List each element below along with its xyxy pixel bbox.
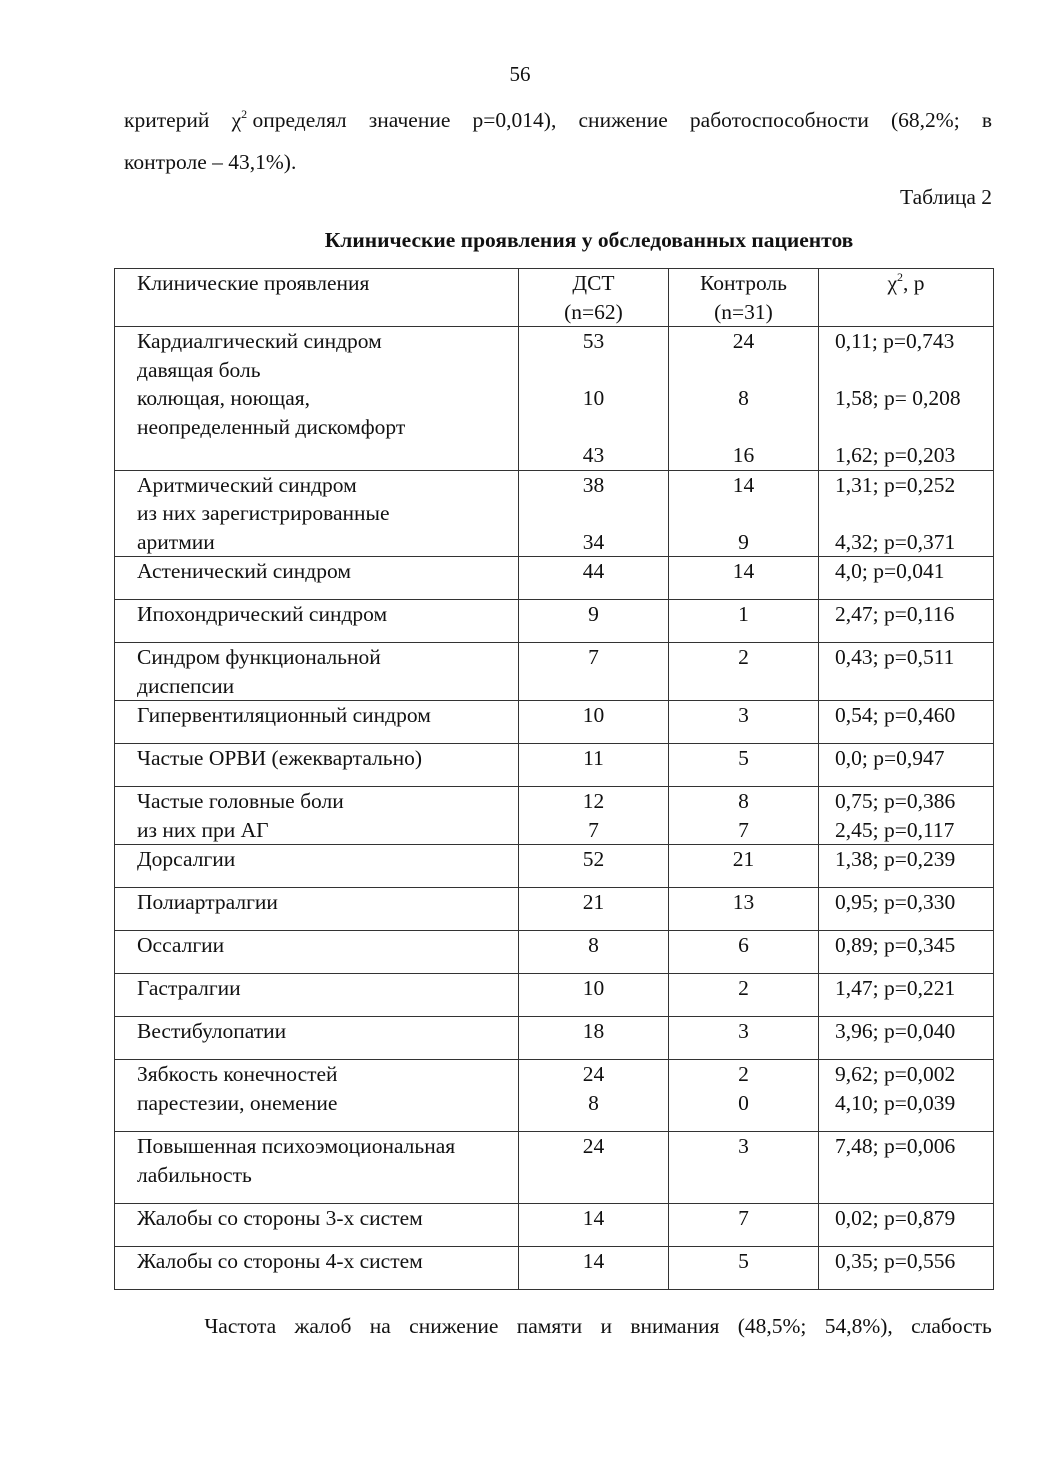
cell-line: 6 bbox=[738, 933, 749, 957]
manifestation-cell bbox=[115, 1132, 519, 1204]
table-row bbox=[115, 1060, 994, 1132]
cell-line: 7 bbox=[588, 645, 599, 669]
cell-line: из них зарегистрированные bbox=[137, 501, 390, 525]
cell-line: из них при АГ bbox=[137, 817, 269, 842]
manifestation-cell bbox=[115, 1017, 519, 1060]
cell-line: Гастралгии bbox=[137, 976, 241, 1000]
word: слабость bbox=[911, 1314, 992, 1338]
cell-line: 14 bbox=[582, 1249, 605, 1273]
cell-line: 10 bbox=[582, 703, 605, 727]
cell-line: аритмии bbox=[137, 529, 215, 554]
cell-line: лабильность bbox=[137, 1162, 252, 1187]
chi-square-cell bbox=[819, 1132, 994, 1204]
cell-line: 38 bbox=[582, 472, 605, 497]
cell-line: 2,45; p=0,117 bbox=[835, 817, 955, 842]
control-count-cell bbox=[669, 1204, 819, 1247]
table-row bbox=[115, 557, 994, 600]
manifestation-cell bbox=[115, 557, 519, 600]
cell-line: 44 bbox=[582, 559, 605, 583]
cell-line: 53 bbox=[582, 329, 605, 353]
cell-line: Кардиалгический синдром bbox=[137, 329, 382, 353]
word: снижение bbox=[578, 108, 668, 132]
manifestation-cell bbox=[115, 974, 519, 1017]
cell-line: 24 bbox=[582, 1062, 605, 1086]
cell-line bbox=[835, 356, 993, 385]
word: (48,5%; bbox=[737, 1314, 807, 1338]
manifestation-cell bbox=[115, 845, 519, 888]
cell-line: 3,96; p=0,040 bbox=[835, 1019, 956, 1043]
cell-line: 14 bbox=[732, 559, 755, 583]
header-dst: ДСТ (n=62) bbox=[519, 269, 669, 327]
cell-line: Ипохондрический синдром bbox=[137, 602, 388, 626]
cell-line: Дорсалгии bbox=[137, 847, 236, 871]
cell-line: 1 bbox=[738, 602, 749, 626]
dst-count-cell bbox=[519, 744, 669, 787]
control-count-cell bbox=[669, 931, 819, 974]
cell-line: 10 bbox=[582, 976, 605, 1000]
word: памяти bbox=[516, 1314, 583, 1338]
chi-square-cell bbox=[819, 845, 994, 888]
cell-line: Аритмический синдром bbox=[137, 472, 357, 497]
cell-line: 43 bbox=[582, 443, 605, 467]
paragraph-following bbox=[124, 1314, 992, 1339]
manifestation-cell bbox=[115, 701, 519, 744]
chi-square-cell bbox=[819, 600, 994, 643]
manifestation-cell bbox=[115, 643, 519, 701]
dst-count-cell bbox=[519, 600, 669, 643]
cell-line: 9,62; p=0,002 bbox=[835, 1062, 956, 1086]
cell-line: Астенический синдром bbox=[137, 559, 351, 583]
table-row bbox=[115, 787, 994, 845]
cell-line: Гипервентиляционный синдром bbox=[137, 703, 431, 727]
table-row bbox=[115, 744, 994, 787]
cell-line: 2 bbox=[738, 976, 749, 1000]
dst-count-cell bbox=[519, 974, 669, 1017]
cell-line: 2 bbox=[738, 645, 749, 669]
cell-line: Полиартралгии bbox=[137, 890, 278, 914]
chi-square-cell bbox=[819, 931, 994, 974]
word: в bbox=[981, 108, 992, 132]
cell-line: 1,47; p=0,221 bbox=[835, 976, 956, 1000]
manifestation-cell bbox=[115, 1060, 519, 1132]
control-count-cell bbox=[669, 974, 819, 1017]
manifestation-cell bbox=[115, 470, 519, 557]
cell-line: 7 bbox=[738, 1206, 749, 1230]
cell-line bbox=[669, 499, 818, 528]
control-count-cell bbox=[669, 327, 819, 471]
dst-count-cell bbox=[519, 643, 669, 701]
control-count-cell bbox=[669, 1017, 819, 1060]
cell-line: 2 bbox=[738, 1062, 749, 1086]
cell-line: диспепсии bbox=[137, 673, 235, 698]
cell-line: 21 bbox=[732, 847, 755, 871]
manifestation-cell bbox=[115, 327, 519, 471]
dst-count-cell bbox=[519, 557, 669, 600]
dst-count-cell bbox=[519, 1132, 669, 1204]
cell-line: 2,47; p=0,116 bbox=[835, 602, 955, 626]
cell-line: 7 bbox=[588, 817, 599, 842]
word: значение bbox=[368, 108, 451, 132]
cell-line: 5 bbox=[738, 746, 749, 770]
dst-count-cell bbox=[519, 931, 669, 974]
cell-line: 16 bbox=[732, 443, 755, 467]
paragraph-indent bbox=[124, 1314, 186, 1339]
cell-line: Зябкость конечностей bbox=[137, 1062, 338, 1086]
cell-line: 8 bbox=[588, 933, 599, 957]
cell-line: 0,43; p=0,511 bbox=[835, 645, 955, 669]
cell-line: 11 bbox=[583, 746, 604, 770]
cell-line: 10 bbox=[582, 386, 605, 410]
chi-square-cell bbox=[819, 1060, 994, 1132]
chi-square-cell bbox=[819, 327, 994, 471]
manifestation-cell bbox=[115, 1247, 519, 1290]
table-row bbox=[115, 600, 994, 643]
dst-count-cell bbox=[519, 470, 669, 557]
cell-line: Вестибулопатии bbox=[137, 1019, 287, 1043]
cell-line: 0,95; p=0,330 bbox=[835, 890, 956, 914]
dst-count-cell bbox=[519, 327, 669, 471]
table-header-row bbox=[115, 269, 994, 327]
word: Частота bbox=[204, 1314, 277, 1338]
table-row bbox=[115, 1017, 994, 1060]
cell-line: 24 bbox=[732, 329, 755, 353]
cell-line: 0 bbox=[738, 1090, 749, 1115]
table-row bbox=[115, 931, 994, 974]
manifestation-cell bbox=[115, 600, 519, 643]
cell-line: 12 bbox=[582, 789, 605, 813]
cell-line bbox=[669, 413, 818, 442]
table-body bbox=[115, 327, 994, 1290]
cell-line: Жалобы со стороны 3-х систем bbox=[137, 1206, 423, 1230]
cell-line: давящая боль bbox=[137, 357, 261, 382]
control-count-cell bbox=[669, 701, 819, 744]
cell-line: 4,0; p=0,041 bbox=[835, 559, 945, 583]
cell-line: 8 bbox=[588, 1090, 599, 1115]
control-count-cell bbox=[669, 470, 819, 557]
table-row bbox=[115, 701, 994, 744]
cell-line: 18 bbox=[582, 1019, 605, 1043]
cell-line bbox=[835, 413, 993, 442]
table-row bbox=[115, 845, 994, 888]
word: на bbox=[369, 1314, 391, 1338]
cell-line bbox=[835, 499, 993, 528]
cell-line: 13 bbox=[732, 890, 755, 914]
control-count-cell bbox=[669, 787, 819, 845]
manifestation-cell bbox=[115, 744, 519, 787]
cell-line: неопределенный дискомфорт bbox=[137, 414, 406, 439]
control-count-cell bbox=[669, 643, 819, 701]
control-count-cell bbox=[669, 557, 819, 600]
cell-line: 9 bbox=[588, 602, 599, 626]
chi-square-term: $\chi^2$ определял bbox=[231, 107, 347, 132]
word: 54,8%), bbox=[824, 1314, 893, 1338]
cell-line: 9 bbox=[738, 529, 749, 554]
cell-line: 0,54; p=0,460 bbox=[835, 703, 956, 727]
table-row bbox=[115, 1132, 994, 1204]
control-count-cell bbox=[669, 744, 819, 787]
chi-square-cell bbox=[819, 1247, 994, 1290]
control-count-cell bbox=[669, 1060, 819, 1132]
cell-line: 1,58; p= 0,208 bbox=[835, 386, 961, 410]
table-row bbox=[115, 470, 994, 557]
cell-line bbox=[669, 356, 818, 385]
cell-line: 4,32; p=0,371 bbox=[835, 529, 956, 554]
cell-line bbox=[519, 356, 668, 385]
cell-line: 14 bbox=[732, 472, 755, 497]
cell-line: 0,35; p=0,556 bbox=[835, 1249, 956, 1273]
dst-count-cell bbox=[519, 787, 669, 845]
cell-line: 7,48; p=0,006 bbox=[835, 1134, 956, 1158]
word: работоспособности bbox=[689, 108, 869, 132]
word: критерий bbox=[124, 108, 210, 132]
header-control: Контроль (n=31) bbox=[669, 269, 819, 327]
table-row bbox=[115, 327, 994, 471]
word: (68,2%; bbox=[891, 108, 960, 132]
cell-line: Жалобы со стороны 4-х систем bbox=[137, 1249, 423, 1273]
cell-line: 52 bbox=[582, 847, 605, 871]
cell-line bbox=[519, 413, 668, 442]
dst-count-cell bbox=[519, 701, 669, 744]
cell-line: 1,31; p=0,252 bbox=[835, 472, 956, 497]
cell-line: 0,02; p=0,879 bbox=[835, 1206, 956, 1230]
chi-square-cell bbox=[819, 557, 994, 600]
chi-square-cell bbox=[819, 643, 994, 701]
cell-line bbox=[519, 499, 668, 528]
chi-square-cell bbox=[819, 744, 994, 787]
dst-count-cell bbox=[519, 1017, 669, 1060]
dst-count-cell bbox=[519, 1204, 669, 1247]
manifestation-cell bbox=[115, 787, 519, 845]
dst-count-cell bbox=[519, 888, 669, 931]
cell-line: 1,38; p=0,239 bbox=[835, 847, 956, 871]
cell-line: 34 bbox=[582, 529, 605, 554]
word: p=0,014), bbox=[472, 108, 557, 132]
table-row bbox=[115, 643, 994, 701]
cell-line: Повышенная психоэмоциональная bbox=[137, 1134, 456, 1158]
paragraph-intro-line2: контроле – 43,1%). bbox=[124, 150, 297, 174]
control-count-cell bbox=[669, 600, 819, 643]
chi-square-cell bbox=[819, 787, 994, 845]
word: внимания bbox=[630, 1314, 720, 1338]
manifestation-cell bbox=[115, 888, 519, 931]
cell-line: 14 bbox=[582, 1206, 605, 1230]
table-row bbox=[115, 1247, 994, 1290]
chi-square-cell bbox=[819, 470, 994, 557]
manifestation-cell bbox=[115, 931, 519, 974]
cell-line: 8 bbox=[738, 789, 749, 813]
cell-line: 8 bbox=[738, 386, 749, 410]
cell-line: 3 bbox=[738, 703, 749, 727]
manifestation-cell bbox=[115, 1204, 519, 1247]
control-count-cell bbox=[669, 1247, 819, 1290]
chi-square-cell bbox=[819, 888, 994, 931]
clinical-table bbox=[114, 268, 994, 1290]
cell-line: 3 bbox=[738, 1019, 749, 1043]
table-title: Клинические проявления у обследованных пациентов bbox=[324, 228, 854, 252]
header-chi-square: $\chi^2$, p bbox=[819, 269, 994, 327]
dst-count-cell bbox=[519, 845, 669, 888]
table-row bbox=[115, 1204, 994, 1247]
control-count-cell bbox=[669, 845, 819, 888]
chi-square-cell bbox=[819, 1017, 994, 1060]
cell-line: Частые ОРВИ (ежеквартально) bbox=[137, 746, 423, 770]
page-number: 56 bbox=[509, 62, 531, 86]
cell-line: 0,11; p=0,743 bbox=[835, 329, 955, 353]
cell-line: Синдром функциональной bbox=[137, 645, 381, 669]
word: снижение bbox=[409, 1314, 499, 1338]
table-row bbox=[115, 888, 994, 931]
cell-line: 3 bbox=[738, 1134, 749, 1158]
cell-line: 21 bbox=[582, 890, 605, 914]
chi-square-cell bbox=[819, 701, 994, 744]
cell-line: парестезии, онемение bbox=[137, 1090, 338, 1115]
paragraph-intro bbox=[124, 99, 992, 183]
chi-square-cell bbox=[819, 1204, 994, 1247]
header-manifestations: Клинические проявления bbox=[115, 269, 519, 327]
cell-line: 0,0; p=0,947 bbox=[835, 746, 945, 770]
control-count-cell bbox=[669, 888, 819, 931]
word: жалоб bbox=[294, 1314, 352, 1338]
cell-line: Частые головные боли bbox=[137, 789, 344, 813]
cell-line: колющая, ноющая, bbox=[137, 386, 311, 410]
cell-line: 4,10; p=0,039 bbox=[835, 1090, 956, 1115]
cell-line: 5 bbox=[738, 1249, 749, 1273]
cell-line: 1,62; p=0,203 bbox=[835, 443, 956, 467]
cell-line: 24 bbox=[582, 1134, 605, 1158]
word: и bbox=[600, 1314, 612, 1338]
cell-line: 0,89; p=0,345 bbox=[835, 933, 956, 957]
cell-line: 7 bbox=[738, 817, 749, 842]
table-row bbox=[115, 974, 994, 1017]
control-count-cell bbox=[669, 1132, 819, 1204]
paragraph-intro-line1 bbox=[124, 99, 992, 141]
dst-count-cell bbox=[519, 1247, 669, 1290]
table-label: Таблица 2 bbox=[900, 185, 992, 209]
chi-square-cell bbox=[819, 974, 994, 1017]
cell-line: 0,75; p=0,386 bbox=[835, 789, 956, 813]
dst-count-cell bbox=[519, 1060, 669, 1132]
cell-line: Оссалгии bbox=[137, 933, 225, 957]
